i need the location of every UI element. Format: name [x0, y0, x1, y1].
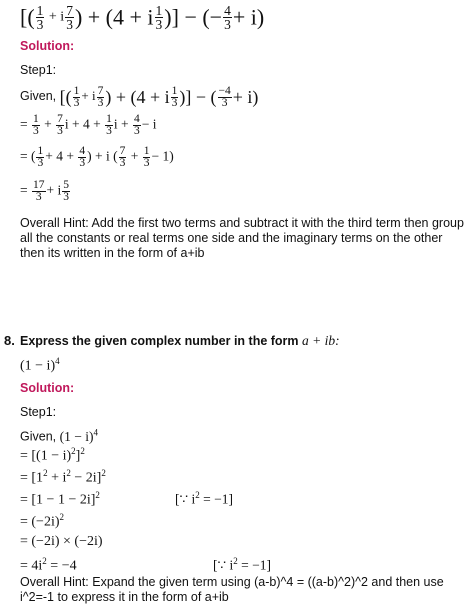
given-line-8: Given, $(1 - i)^4$	[20, 427, 98, 444]
step-line-1: = $\frac{1}{3}$ + $\frac{7}{3}$ i + 4 + $\frac{1}{3}$ i + $\frac{4}{3}$ − i	[20, 113, 157, 137]
question-expression: $(1 - i)^4$	[20, 356, 60, 374]
note-i-squared-2: [∵ $i^2 = -1$]	[213, 556, 271, 573]
given-line: Given, [( $\frac{1}{3}$ + i $\frac{7}{3}$ ) + (4 + i $\frac{1}{3}$ )] − ( $\frac{-4}{3}$ + i)	[20, 84, 259, 109]
step8-line-6: = $4i^2 = -4$	[20, 556, 77, 574]
solution-label-8: Solution:	[20, 381, 75, 395]
step-line-2: = ( $\frac{1}{3}$ + 4 + $\frac{4}{3}$ ) + i ( $\frac{7}{3}$ + $\frac{1}{3}$ − 1)	[20, 145, 174, 169]
step-line-3: = $\frac{17}{3}$ + i $\frac{5}{3}$	[20, 179, 69, 203]
step8-line-2: = $[1^2 + i^2 - 2i]^2$	[20, 468, 106, 486]
step8-line-4: = $(-2i)^2$	[20, 512, 65, 530]
note-i-squared-1: [∵ $i^2 = -1$]	[175, 490, 233, 507]
step8-line-1: = $[(1 - i)^2]^2$	[20, 446, 85, 464]
overall-hint-8: Overall Hint: Expand the given term using (a-b)^4 = ((a-b)^2)^2 and then use i^2=-1 to express it in the form of a+ib	[20, 575, 444, 604]
step-label: Step1:	[20, 63, 57, 77]
step8-line-3: = $[1 - 1 - 2i]^2$	[20, 490, 100, 508]
question-statement: Express the given complex number in the form a + ib:	[20, 333, 340, 348]
overall-hint-7: Overall Hint: Add the first two terms and subtract it with the third term then group all the constants or real terms one side and the imaginary terms on the other then its written in the form of a+ib	[20, 216, 464, 260]
question-number: 8.	[4, 333, 15, 348]
problem7-expression: [( $\frac{1}{3}$ + i $\frac{7}{3}$ ) + (4 + i $\frac{1}{3}$ )] − (− $\frac{4}{3}$ + i)	[20, 3, 265, 32]
solution-label: Solution:	[20, 39, 75, 53]
step-label-8: Step1:	[20, 405, 57, 419]
step8-line-5: = (−2i) × (−2i)	[20, 534, 103, 549]
